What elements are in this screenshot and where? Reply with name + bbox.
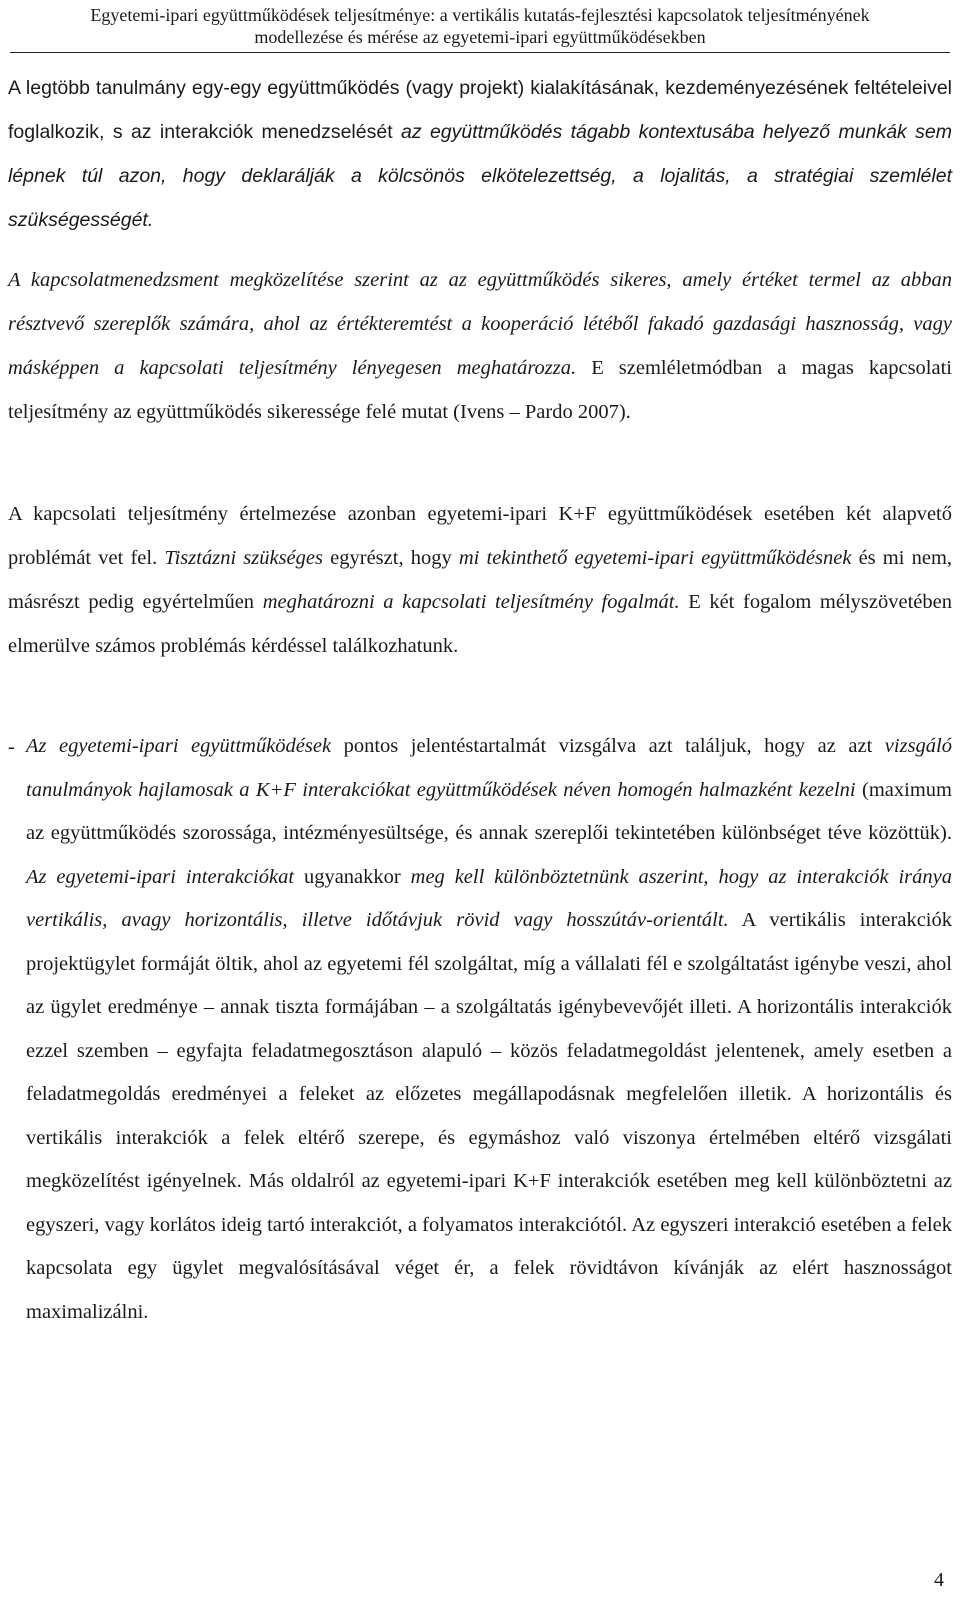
bullet-item bbox=[8, 725, 952, 1334]
bullet-text-d: (maximum az együttműködés szorossága, intézményesültsége, és annak szereplői tekintetében különbséget téve közöttük). bbox=[26, 778, 952, 844]
bullet-text-g: meg kell különböztetnünk aszerint, hogy az interakciók iránya vertikális, avagy horizontális, illetve időtávjuk rövid vagy hosszútáv-orientált. bbox=[26, 865, 952, 931]
paragraph-3-text-c: egyrészt, hogy bbox=[323, 547, 459, 569]
bullet-paragraph bbox=[26, 725, 952, 1334]
paragraph-1-text-a: A legtöbb tanulmány egy-egy együttműködés (vagy projekt) kialakításának, kezdeményezésének feltételeivel foglalkozik, s az interakciók menedzselését bbox=[8, 77, 952, 143]
bullet-text-a: Az egyetemi-ipari együttműködések bbox=[26, 735, 332, 757]
page-number: 4 bbox=[934, 1569, 944, 1591]
paragraph-2-text-a: A kapcsolatmenedzsment megközelítése szerint az az együttműködés sikeres, amely értéket termel az abban résztvevő szereplők számára, ahol az értékteremtést a kooperáció létéből fakadó gazdasági hasznosság, vagy másképpen a kapcsolati teljesítmény lényegesen meghatározza. bbox=[8, 269, 952, 379]
paragraph-2 bbox=[8, 258, 952, 434]
paragraph-1-text-b: az együttműködés tágabb kontextusába helyező munkák sem lépnek túl azon, hogy deklarálják a kölcsönös elkötelezettség, a lojalitás, a stratégiai szemlélet szükségességét. bbox=[8, 121, 952, 231]
bullet-dash: - bbox=[8, 736, 15, 758]
bullet-text-b: pontos jelentéstartalmát vizsgálva azt találjuk, hogy az azt bbox=[331, 735, 885, 757]
header-line-1: Egyetemi-ipari együttműködések teljesítménye: a vertikális kutatás-fejlesztési kapcsolatok teljesítményének bbox=[90, 5, 870, 25]
running-header bbox=[10, 4, 950, 53]
paragraph-1 bbox=[8, 66, 952, 242]
bullet-text-e: Az egyetemi-ipari interakciókat bbox=[26, 865, 295, 888]
paragraph-3-text-a: A kapcsolati teljesítmény értelmezése azonban egyetemi-ipari K+F együttműködések esetében két alapvető problémát vet fel. bbox=[8, 503, 952, 569]
bullet-text-c: vizsgáló tanulmányok hajlamosak a K+F interakciókat együttműködések néven homogén halmazként kezelni bbox=[26, 735, 952, 801]
paragraph-3-text-e: és mi nem, másrészt pedig egyértelműen bbox=[8, 547, 953, 613]
paragraph-3-text-f: meghatározni a kapcsolati teljesítmény fogalmát. bbox=[262, 591, 680, 613]
bullet-text-f: ugyanakkor bbox=[294, 865, 411, 888]
paragraph-3-text-d: mi tekinthető egyetemi-ipari együttműködésnek bbox=[458, 547, 852, 569]
paragraph-2-text-b: E szemléletmódban a magas kapcsolati teljesítmény az együttműködés sikeressége felé mutat (Ivens – Pardo 2007). bbox=[8, 357, 952, 423]
header-line-2: modellezése és mérése az egyetemi-ipari együttműködésekben bbox=[254, 27, 706, 47]
paragraph-3-text-b: Tisztázni szükséges bbox=[164, 547, 323, 569]
paragraph-3 bbox=[8, 492, 952, 668]
bullet-text-h: A vertikális interakciók projektügylet formáját öltik, ahol az egyetemi fél szolgáltat, míg a vállalati fél e szolgáltatást igénybe veszi, ahol az ügylet eredménye – annak tiszta formájában – a szolgáltatás igénybevevőjét illeti. A horizontális interakciók ezzel szemben – egyfajta feladatmegosztáson alapuló – közös feladatmegoldást jelentenek, amely esetben a feladatmegoldás eredményei a feleket az előzetes megállapodásnak megfelelően illetik. A horizontális és vertikális interakciók a felek eltérő szerepe, és egymáshoz való viszonya értelmében eltérő vizsgálati megközelítést igényelnek. Más oldalról az egyetemi-ipari K+F interakciók esetében meg kell különböztetni az egyszeri, vagy korlátos ideig tartó interakciót, a folyamatos interakciótól. Az egyszeri interakció esetében a felek kapcsolata egy ügylet megvalósításával véget ér, a felek rövidtávon kívánják az elért hasznosságot maximalizálni. bbox=[26, 909, 952, 1323]
paragraph-3-text-g: E két fogalom mélyszövetében elmerülve számos problémás kérdéssel találkozhatunk. bbox=[8, 591, 952, 657]
